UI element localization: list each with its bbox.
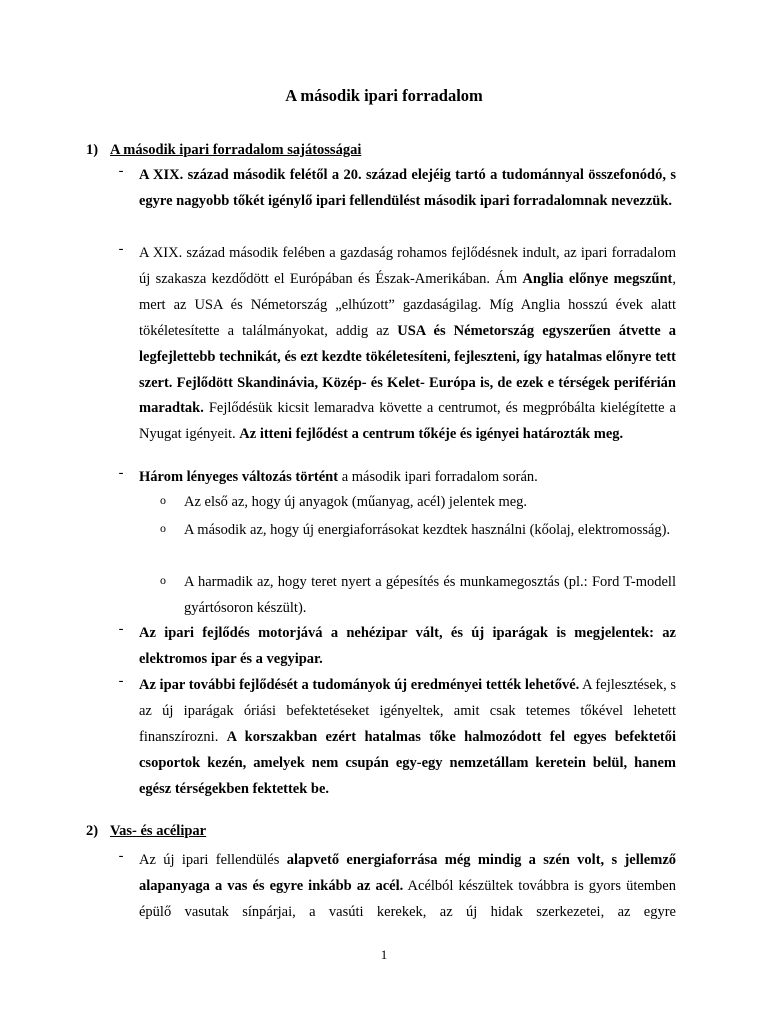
bullet-marker: - <box>118 848 124 864</box>
bullet-marker: - <box>118 241 124 257</box>
sub-bullet-marker: o <box>160 493 166 507</box>
sub-item-2: A második az, hogy új energiaforrásokat kezdtek használni (kőolaj, elektromosság). <box>184 522 671 538</box>
bold-text: alapvető energiaforrása még mindig a szén volt, s jellemző alapanyaga a vas és egyre inkább az acél. <box>139 852 677 894</box>
bullet-paragraph-1 <box>139 163 676 215</box>
section-title: Vas- és acélipar <box>110 823 207 839</box>
bold-text: USA és Németország egyszerűen átvette a legfejlettebb technikát, és ezt kezdte tökéletesíteni, fejleszteni, így hatalmas előnyre tett szert. Fejlődött Skandinávia, Közép- és Kelet- Európa is, de ezek e térségek periférián maradtak. <box>139 322 676 417</box>
sub-item-1: Az első az, hogy új anyagok (műanyag, acél) jelentek meg. <box>184 494 528 510</box>
bullet-paragraph-4 <box>139 621 676 673</box>
section-number: 1) <box>86 142 99 158</box>
bold-text: Az itteni fejlődést a centrum tőkéje és igényei határozták meg. <box>239 426 624 443</box>
text: A XIX. század második felében a gazdaság rohamos fejlődésnek indult, az ipari forradalom új szakasza kezdődött el Európában és Észak-Amerikában. Ám <box>139 245 676 287</box>
page-number: 1 <box>380 947 388 962</box>
bold-text: Három lényeges változás történt <box>139 469 339 485</box>
bullet-marker: - <box>118 465 124 481</box>
sub-bullet-marker: o <box>160 573 166 587</box>
bold-text: A XIX. század második felétől a 20. század elejéig tartó a tudománnyal összefonódó, s egyre nagyobb tőkét igénylő ipari fellendülést második ipari forradalomnak nevezzük. <box>139 167 676 209</box>
bullet-marker: - <box>118 621 124 637</box>
document-title: A második ipari forradalom <box>285 86 483 105</box>
section-title: A második ipari forradalom sajátosságai <box>110 142 362 158</box>
text: A fejlesztések, s az új iparágak óriási befektetéseket igényeltek, amit csak tetemes tőkével lehetett finanszírozni. <box>139 677 676 745</box>
section-heading-2 <box>86 823 206 840</box>
text: Acélból készültek továbbra is gyors ütemben épülő vasutak sínpárjai, a vasúti kerekek, az új hidak szerkezetei, az egyre <box>139 877 676 920</box>
sub-item-3: A harmadik az, hogy teret nyert a gépesítés és munkamegosztás (pl.: Ford T-modell gyártósoron készült). <box>184 574 676 616</box>
bullet-marker: - <box>118 163 124 179</box>
section-number: 2) <box>86 823 99 839</box>
bullet-paragraph-6 <box>139 848 676 926</box>
bold-text: Anglia előnye megszűnt <box>522 270 673 287</box>
bold-text: A korszakban ezért hatalmas tőke halmozódott fel egyes befektetői csoportok kezén, amelyek nem csupán egy-egy nemzetállam keretein belül, hanem egész térségekben fektettek be. <box>139 728 676 797</box>
section-heading-1 <box>86 142 361 159</box>
bullet-paragraph-3 <box>139 465 676 491</box>
bold-text: Az ipari fejlődés motorjává a nehézipar vált, és új iparágak is megjelentek: az elektromos ipar és a vegyipar. <box>139 625 676 667</box>
bold-text: Az ipar további fejlődését a tudományok új eredményei tették lehetővé. <box>139 677 580 693</box>
text: Fejlődésük kicsit lemaradva követte a centrumot, és megpróbálta kielégítette a Nyugat igényeit. <box>139 400 676 443</box>
bullet-paragraph-2 <box>139 241 676 448</box>
sub-bullet-marker: o <box>160 521 166 535</box>
text: , mert az USA és Németország „elhúzott” gazdaságilag. Míg Anglia hosszú évek alatt tökéletesítette a találmányokat, addig az <box>139 270 677 339</box>
text: a második ipari forradalom során. <box>338 469 538 485</box>
bullet-marker: - <box>118 673 124 689</box>
bullet-paragraph-5 <box>139 673 676 803</box>
text: Az új ipari fellendülés <box>139 852 287 868</box>
